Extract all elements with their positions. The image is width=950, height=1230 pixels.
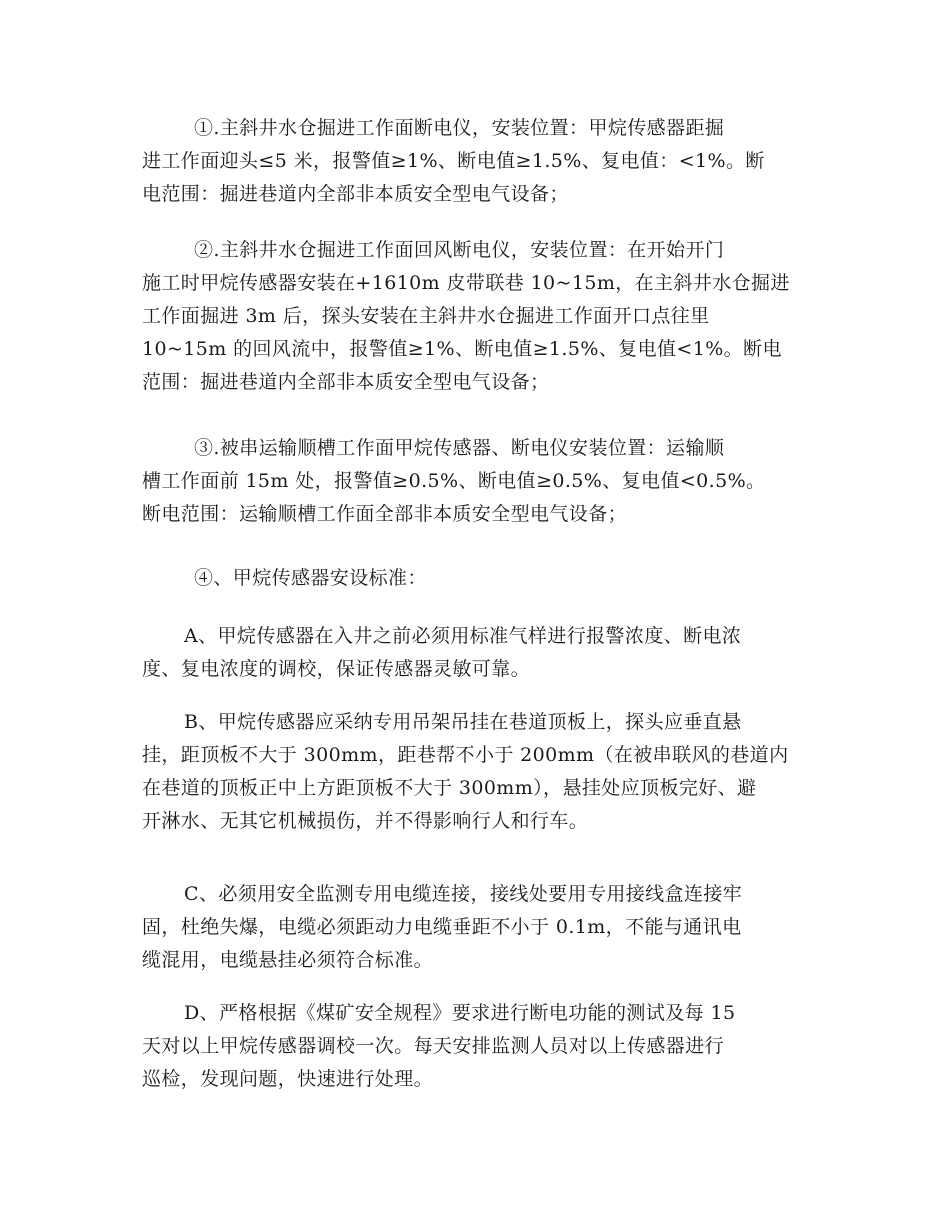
paragraph-8 bbox=[142, 997, 810, 1096]
paragraph-line: ①.主斜井水仓掘进工作面断电仪，安装位置：甲烷传感器距掘 bbox=[194, 117, 725, 139]
paragraph-line: 工作面掘进 3m 后，探头安装在主斜井水仓掘进工作面开口点往里 bbox=[142, 305, 710, 327]
paragraph-line: 度、复电浓度的调校，保证传感器灵敏可靠。 bbox=[142, 658, 531, 680]
paragraph-7 bbox=[142, 878, 810, 977]
paragraph-line: 施工时甲烷传感器安装在+1610m 皮带联巷 10~15m，在主斜井水仓掘进 bbox=[142, 272, 790, 294]
paragraph-line: 10~15m 的回风流中，报警值≥1%、断电值≥1.5%、复电值<1%。断电 bbox=[142, 338, 782, 360]
paragraph-line: ③.被串运输顺槽工作面甲烷传感器、断电仪安装位置：运输顺 bbox=[194, 437, 725, 459]
paragraph-line: 天对以上甲烷传感器调校一次。每天安排监测人员对以上传感器进行 bbox=[142, 1035, 725, 1057]
paragraph-line: 范围：掘进巷道内全部非本质安全型电气设备； bbox=[142, 371, 550, 393]
paragraph-line: C、必须用安全监测专用电缆连接，接线处要用专用接线盒连接牢 bbox=[184, 883, 743, 905]
paragraph-line: 断电范围：运输顺槽工作面全部非本质安全型电气设备； bbox=[142, 503, 628, 525]
paragraph-2 bbox=[142, 234, 810, 399]
paragraph-line: 挂，距顶板不大于 300mm，距巷帮不小于 200mm（在被串联风的巷道内 bbox=[142, 744, 789, 766]
paragraph-line: A、甲烷传感器在入井之前必须用标准气样进行报警浓度、断电浓 bbox=[184, 625, 742, 647]
paragraph-line: 缆混用，电缆悬挂必须符合标准。 bbox=[142, 949, 434, 971]
paragraph-3 bbox=[142, 432, 810, 531]
paragraph-line: 固，杜绝失爆，电缆必须距动力电缆垂距不小于 0.1m，不能与通讯电 bbox=[142, 916, 742, 938]
paragraph-line: 开淋水、无其它机械损伤，并不得影响行人和行车。 bbox=[142, 810, 589, 832]
paragraph-line: 进工作面迎头≤5 米，报警值≥1%、断电值≥1.5%、复电值：<1%。断 bbox=[142, 150, 765, 172]
paragraph-4 bbox=[142, 562, 810, 595]
paragraph-line: 电范围：掘进巷道内全部非本质安全型电气设备； bbox=[142, 183, 569, 205]
paragraph-line: D、严格根据《煤矿安全规程》要求进行断电功能的测试及每 15 bbox=[184, 1002, 736, 1024]
paragraph-5 bbox=[142, 620, 810, 686]
paragraph-line: 在巷道的顶板正中上方距顶板不大于 300mm），悬挂处应顶板完好、避 bbox=[142, 777, 757, 799]
paragraph-1 bbox=[142, 112, 810, 211]
paragraph-line: ②.主斜井水仓掘进工作面回风断电仪，安装位置：在开始开门 bbox=[194, 239, 725, 261]
paragraph-line: 巡检，发现问题，快速进行处理。 bbox=[142, 1068, 434, 1090]
paragraph-line: 槽工作面前 15m 处，报警值≥0.5%、断电值≥0.5%、复电值<0.5%。 bbox=[142, 470, 766, 492]
paragraph-6 bbox=[142, 706, 810, 838]
paragraph-line: ④、甲烷传感器安设标准： bbox=[194, 567, 427, 589]
paragraph-line: B、甲烷传感器应采纳专用吊架吊挂在巷道顶板上，探头应垂直悬 bbox=[184, 711, 742, 733]
